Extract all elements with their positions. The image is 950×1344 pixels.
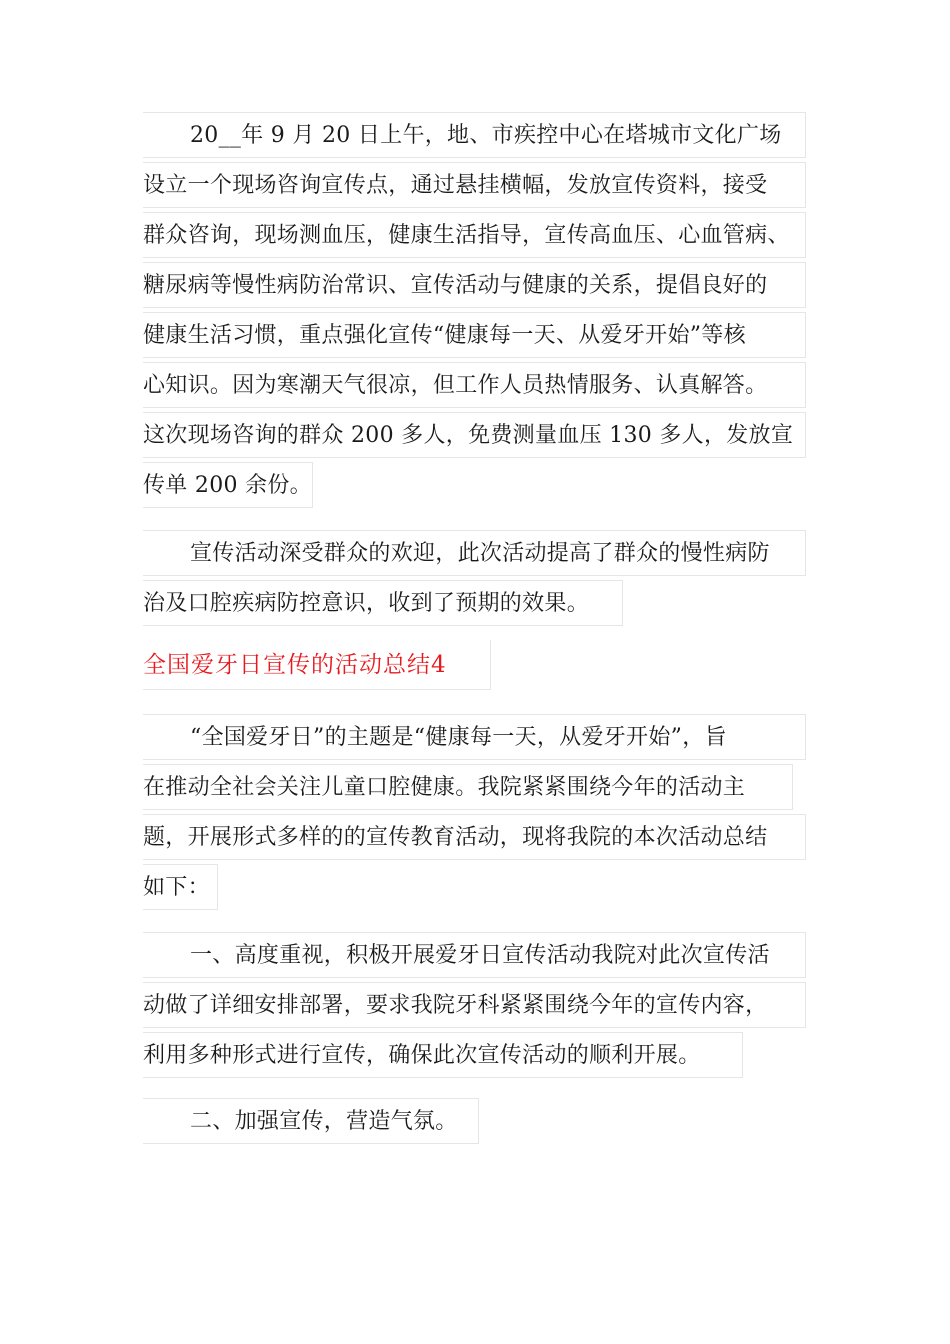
paragraph-line: 健康生活习惯，重点强化宣传“健康每一天、从爱牙开始”等核	[143, 312, 806, 358]
paragraph-line: 传单 200 余份。	[143, 462, 313, 508]
section-heading: 全国爱牙日宣传的活动总结4	[143, 640, 491, 690]
paragraph-line: 题，开展形式多样的的宣传教育活动，现将我院的本次活动总结	[143, 814, 806, 860]
paragraph-line: 在推动全社会关注儿童口腔健康。我院紧紧围绕今年的活动主	[143, 764, 793, 810]
paragraph-line: “全国爱牙日”的主题是“健康每一天，从爱牙开始”，旨	[143, 714, 806, 760]
paragraph-line: 如下：	[143, 864, 218, 910]
paragraph-line: 治及口腔疾病防控意识，收到了预期的效果。	[143, 580, 623, 626]
paragraph-line: 20__年 9 月 20 日上午，地、市疾控中心在塔城市文化广场	[143, 112, 806, 158]
paragraph-line: 群众咨询，现场测血压，健康生活指导，宣传高血压、心血管病、	[143, 212, 806, 258]
paragraph-line: 心知识。因为寒潮天气很凉，但工作人员热情服务、认真解答。	[143, 362, 806, 408]
paragraph-line: 糖尿病等慢性病防治常识、宣传活动与健康的关系，提倡良好的	[143, 262, 806, 308]
paragraph-line: 设立一个现场咨询宣传点，通过悬挂横幅，发放宣传资料，接受	[143, 162, 806, 208]
paragraph-line: 宣传活动深受群众的欢迎，此次活动提高了群众的慢性病防	[143, 530, 806, 576]
paragraph-line: 动做了详细安排部署，要求我院牙科紧紧围绕今年的宣传内容，	[143, 982, 806, 1028]
paragraph-line: 二、加强宣传，营造气氛。	[143, 1098, 479, 1144]
paragraph-line: 一、高度重视，积极开展爱牙日宣传活动我院对此次宣传活	[143, 932, 806, 978]
paragraph-line: 利用多种形式进行宣传，确保此次宣传活动的顺利开展。	[143, 1032, 743, 1078]
paragraph-line: 这次现场咨询的群众 200 多人，免费测量血压 130 多人，发放宣	[143, 412, 806, 458]
